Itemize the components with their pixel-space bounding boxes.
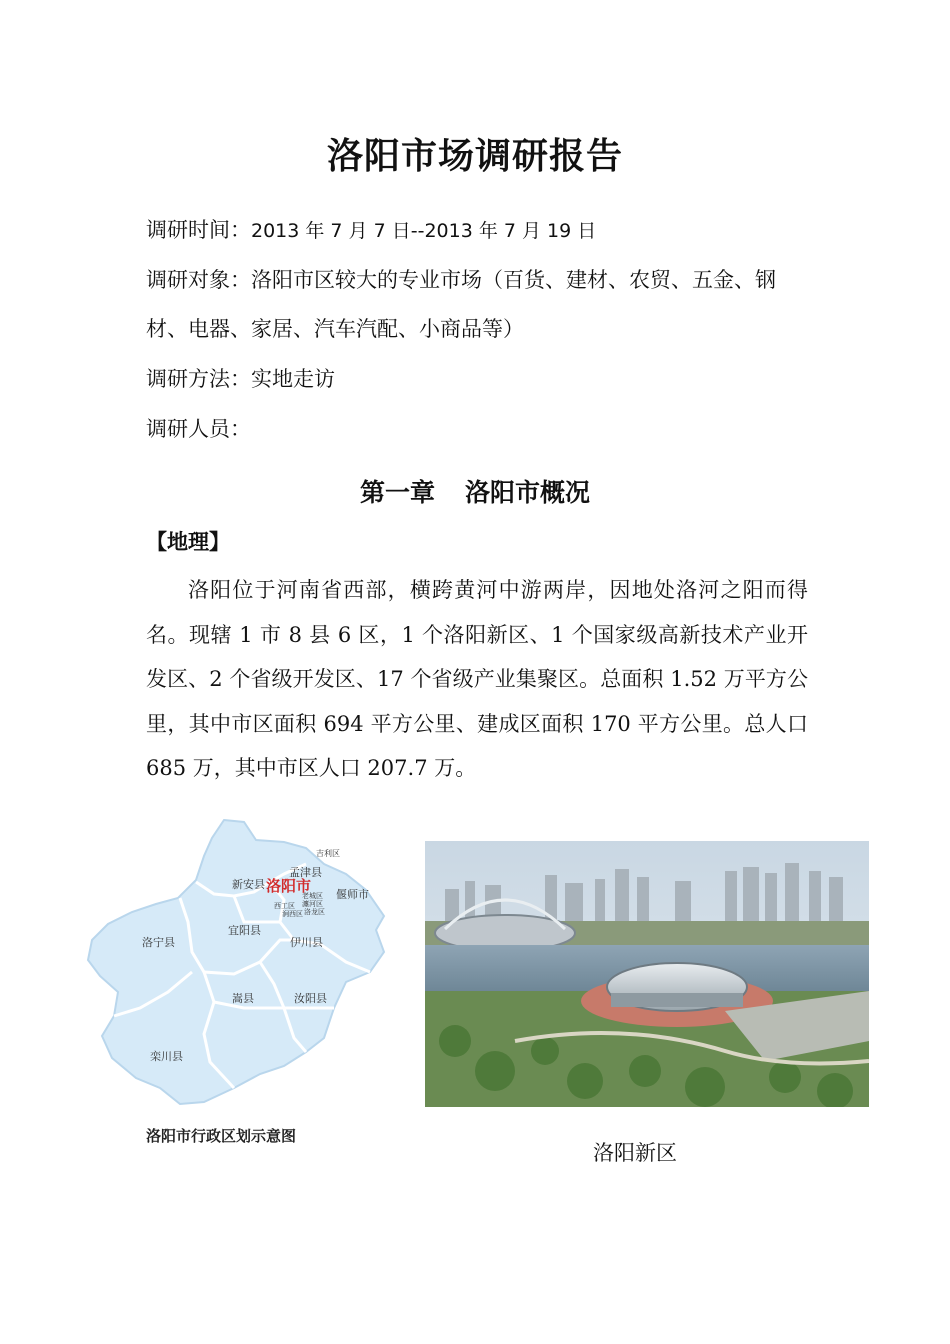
- document-title: 洛阳市场调研报告: [326, 136, 623, 177]
- info-label: 调研人员：: [146, 417, 251, 441]
- luoyang-district-map: [84, 812, 394, 1112]
- map-label: 孟津县: [289, 866, 322, 879]
- map-label: 瀍河区: [302, 900, 323, 908]
- map-label: 吉利区: [316, 849, 340, 858]
- map-label: 伊川县: [290, 936, 323, 949]
- chapter-number: 第一章: [359, 478, 435, 507]
- map-caption: 洛阳市行政区划示意图: [146, 1127, 297, 1145]
- info-value: 洛阳市区较大的专业市场（百货、建材、农贸、五金、钢: [251, 268, 776, 292]
- map-label: 洛龙区: [304, 908, 325, 916]
- photo-caption-text: 洛阳新区: [593, 1141, 677, 1165]
- map-label: 新安县: [232, 878, 265, 891]
- info-line-target-continuation: 材、电器、家居、汽车汽配、小商品等）: [146, 317, 524, 341]
- info-label: 调研对象：: [146, 268, 251, 292]
- chapter-heading: [0, 473, 950, 509]
- map-region-outline: [88, 820, 384, 1104]
- map-label: 嵩县: [232, 992, 254, 1005]
- section-heading: 【地理】: [146, 530, 230, 554]
- map-label: 老城区: [302, 892, 323, 900]
- info-line-time: [146, 214, 596, 244]
- info-value: 2013 年 7 月 7 日--2013 年 7 月 19 日: [251, 220, 597, 242]
- info-line-method: [146, 363, 335, 393]
- info-line-staff: [146, 413, 251, 443]
- map-label: 偃师市: [336, 888, 369, 901]
- info-line-target: [146, 264, 776, 294]
- info-label: 调研时间：: [146, 218, 251, 242]
- map-label: 汝阳县: [294, 992, 327, 1005]
- map-label: 宜阳县: [228, 924, 261, 937]
- map-regions: [88, 820, 384, 1104]
- map-city-label: 洛阳市: [266, 877, 312, 895]
- map-label: 涧西区: [282, 910, 303, 918]
- map-label: 栾川县: [150, 1050, 183, 1063]
- info-value: 实地走访: [251, 367, 335, 391]
- geography-paragraph: 洛阳位于河南省西部，横跨黄河中游两岸，因地处洛河之阳而得名。现辖 1 市 8 县 6 区，1 个洛阳新区、1 个国家级高新技术产业开发区、2 个省级开发区、17 个省级产业集聚区。总面积 1.52 万平方公里，其中市区面积 694 平方公里、建成区面积 170 平方公里。总人口 685 万，其中市区人口 207.7 万。: [146, 578, 808, 780]
- photo-caption: [0, 1137, 950, 1167]
- new-district-photo: [425, 841, 869, 1107]
- chapter-name: 洛阳市概况: [465, 478, 591, 507]
- info-label: 调研方法：: [146, 367, 251, 391]
- map-label: 西工区: [274, 902, 295, 910]
- map-label: 洛宁县: [142, 936, 175, 949]
